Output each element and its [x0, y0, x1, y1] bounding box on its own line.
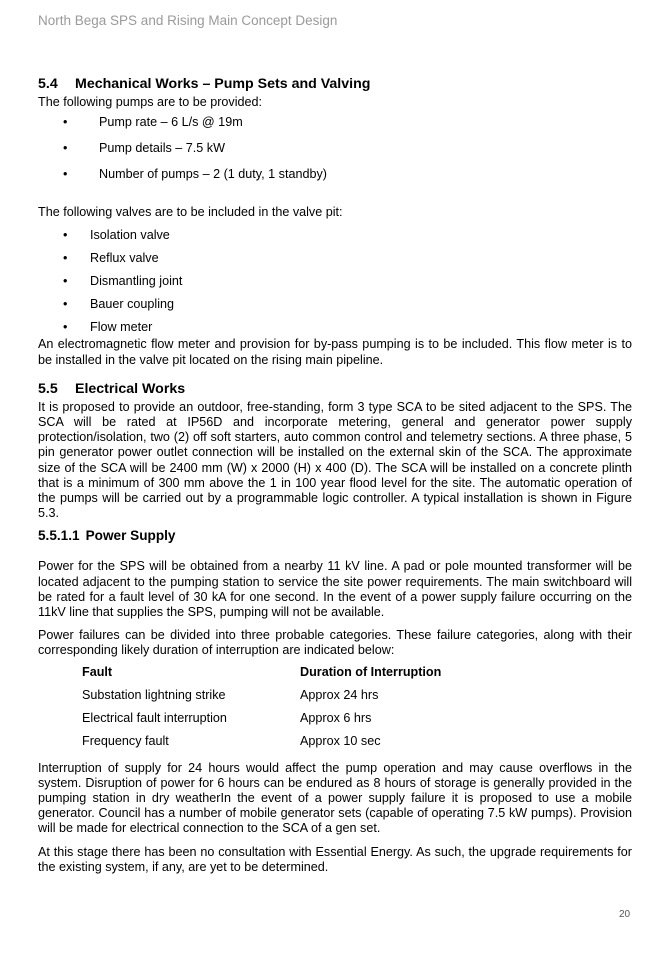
table-cell: Approx 10 sec — [300, 733, 381, 748]
section-number: 5.5 — [38, 380, 58, 397]
electrical-paragraph: It is proposed to provide an outdoor, free-standing, form 3 type SCA to be sited adjacent to the SPS. The SCA will be rated at IP56D and incorporate metering, general and generator power supply protection/isolation, two (2) off soft starters, auto common control and telemetry sections. A three phase, 5 pin generator power outlet connection will be installed on the external skin of the SCA. The approximate size of the SCA will be 2400 mm (W) x 2000 (H) x 400 (D). The SCA will be installed on a concrete plinth that is a minimum of 300 mm above the 1 in 100 year flood level for the site. The automatic operation of the pumps will be carried out by a programmable logic controller. A typical installation is shown in Figure 5.3. — [38, 399, 632, 521]
bullet-icon: • — [63, 167, 68, 182]
table-row — [82, 711, 441, 734]
flow-meter-paragraph: An electromagnetic flow meter and provision for by-pass pumping is to be included. This flow meter is to be installed in the valve pit located on the rising main pipeline. — [38, 337, 632, 367]
table-row — [82, 688, 441, 711]
failure-categories-paragraph: Power failures can be divided into three probable categories. These failure categories, along with their corresponding likely duration of interruption are indicated below: — [38, 628, 632, 658]
list-item: • Bauer coupling — [63, 297, 175, 312]
column-header-duration: Duration of Interruption — [300, 664, 442, 679]
list-item: • Isolation valve — [63, 228, 170, 243]
bullet-icon: • — [63, 228, 68, 243]
table-header-row — [82, 665, 441, 688]
valves-intro: The following valves are to be included in the valve pit: — [38, 205, 343, 220]
consultation-paragraph: At this stage there has been no consultation with Essential Energy. As such, the upgrade requirements for the existing system, if any, are yet to be determined. — [38, 844, 632, 874]
column-header-fault: Fault — [82, 664, 113, 679]
table-cell: Approx 6 hrs — [300, 710, 372, 725]
section-title: Mechanical Works – Pump Sets and Valving — [75, 76, 371, 92]
fault-table — [82, 665, 441, 757]
section-5-5-heading — [38, 381, 632, 398]
bullet-icon: • — [63, 115, 68, 130]
section-number: 5.5.1.1 — [38, 528, 80, 544]
bullet-icon: • — [63, 297, 68, 312]
section-title: Electrical Works — [75, 380, 186, 397]
bullet-icon: • — [63, 320, 68, 335]
table-cell: Substation lightning strike — [82, 687, 226, 702]
list-item: • Number of pumps – 2 (1 duty, 1 standby) — [63, 167, 327, 182]
pumps-list — [38, 115, 632, 188]
table-row — [82, 734, 441, 757]
section-title: Power Supply — [85, 528, 176, 544]
valves-list — [38, 228, 632, 337]
page-number: 20 — [619, 909, 631, 920]
list-item: • Pump rate – 6 L/s @ 19m — [63, 115, 243, 130]
list-item: • Dismantling joint — [63, 274, 183, 289]
list-item: • Flow meter — [63, 320, 153, 335]
table-cell: Approx 24 hrs — [300, 687, 379, 702]
document-body — [38, 76, 632, 875]
table-cell: Frequency fault — [82, 733, 169, 748]
section-number: 5.4 — [38, 76, 58, 92]
section-5-5-1-1-heading — [38, 527, 632, 544]
section-5-4-heading — [38, 76, 632, 93]
list-item: • Pump details – 7.5 kW — [63, 141, 225, 156]
page-header: North Bega SPS and Rising Main Concept Design — [38, 13, 338, 28]
list-item: • Reflux valve — [63, 251, 159, 266]
bullet-icon: • — [63, 141, 68, 156]
pumps-intro: The following pumps are to be provided: — [38, 95, 263, 109]
power-supply-paragraph: Power for the SPS will be obtained from a nearby 11 kV line. A pad or pole mounted transformer will be located adjacent to the pumping station to service the site power requirements. The main switchboard will be rated for a fault level of 30 kA for one second. In the event of a power supply failure occurring on the 11kV line that supplies the SPS, pumping will not be available. — [38, 559, 632, 620]
bullet-icon: • — [63, 251, 68, 266]
table-cell: Electrical fault interruption — [82, 710, 227, 725]
bullet-icon: • — [63, 274, 68, 289]
interruption-paragraph: Interruption of supply for 24 hours would affect the pump operation and may cause overflows in the system. Disruption of power for 6 hours can be endured as 8 hours of storage is generally provided in the pumping station in dry weatherIn the event of a power supply failure it is proposed to use a mobile generator. Council has a number of mobile generator sets (capable of operating 7.5 kW pumps). Provision will be made for electrical connection to the SCA of a gen set. — [38, 760, 632, 836]
